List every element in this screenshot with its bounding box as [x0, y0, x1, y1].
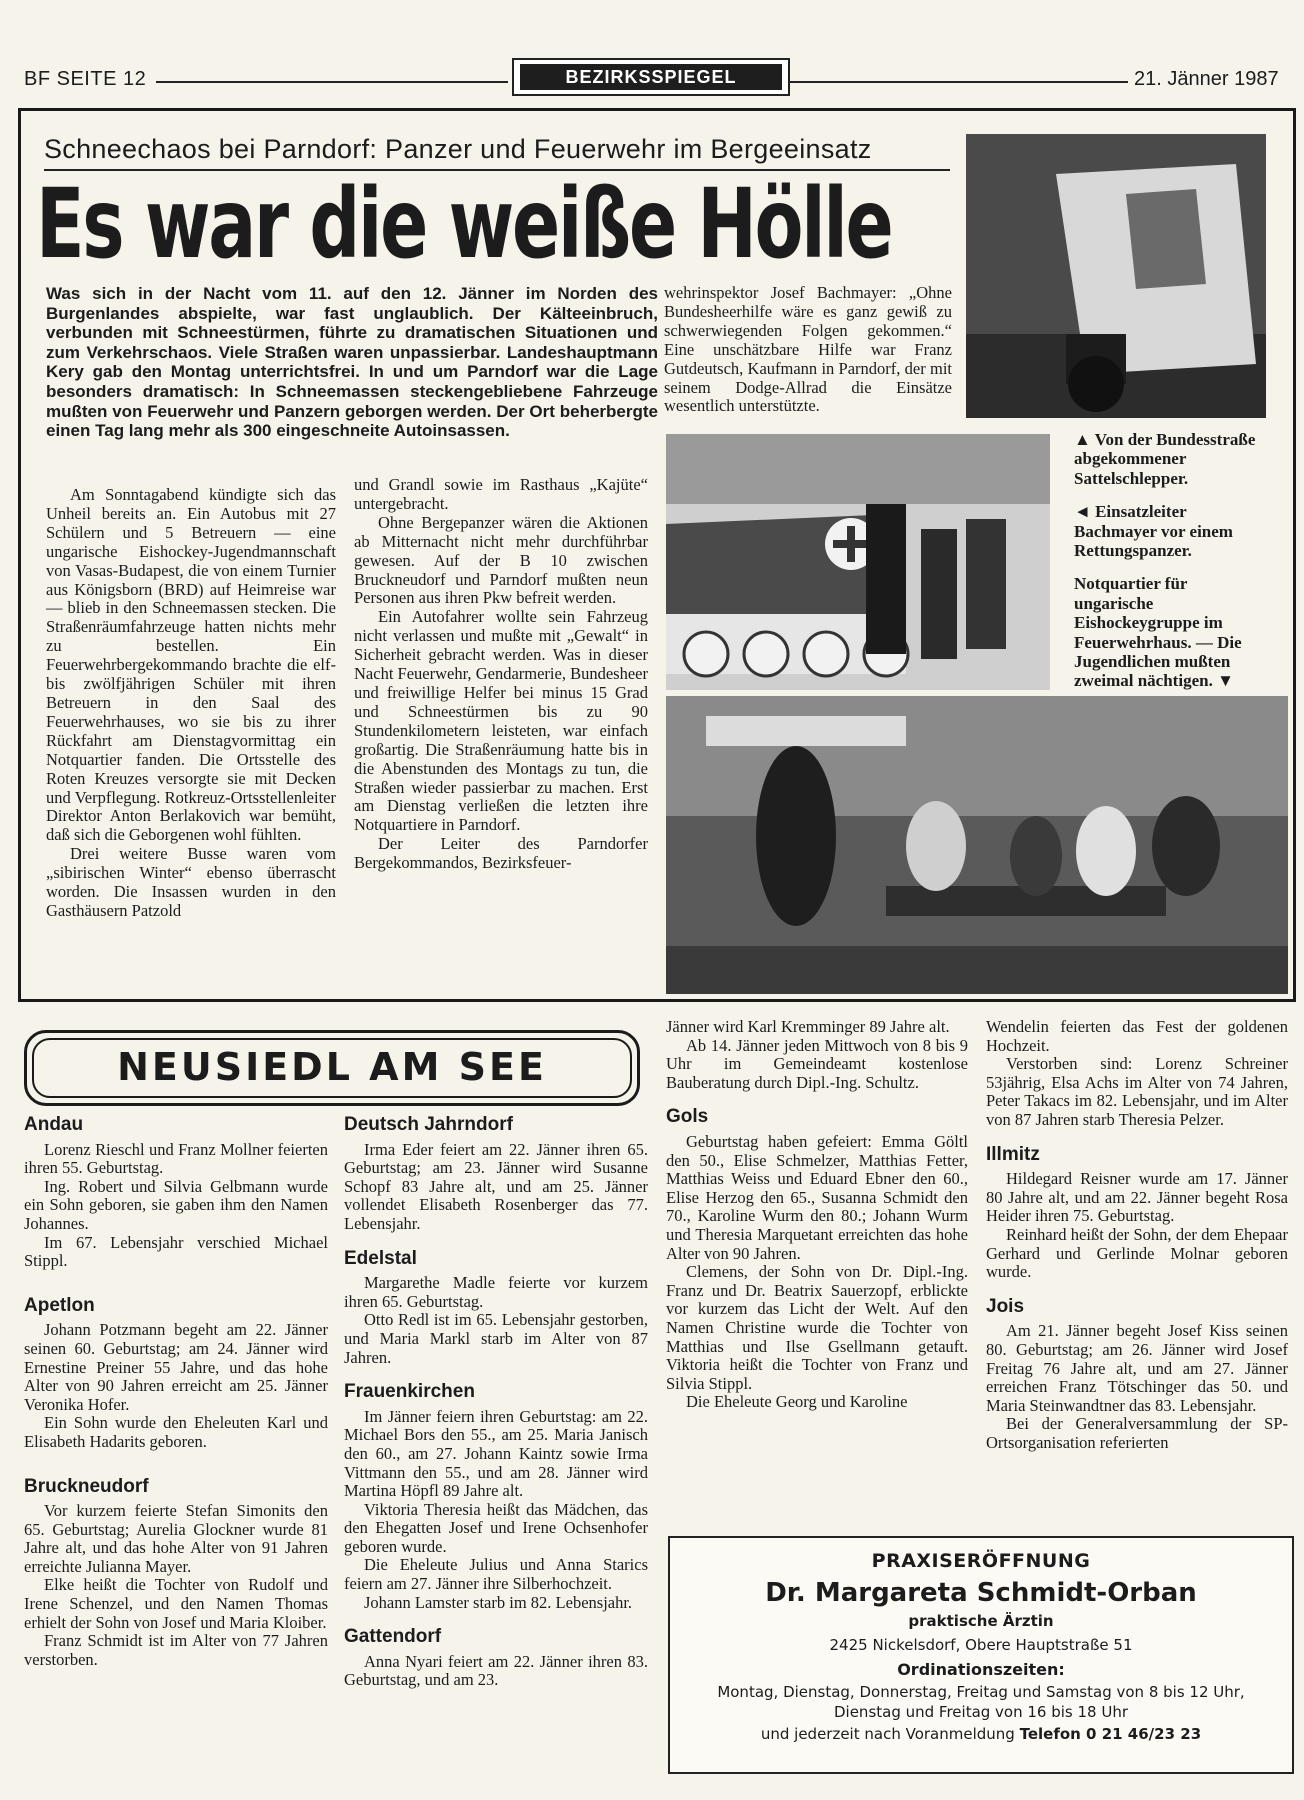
town-heading: Illmitz: [986, 1143, 1040, 1165]
news-column-1: [24, 1116, 328, 1669]
ad-hours-1: Montag, Dienstag, Donnerstag, Freitag und Samstag von 8 bis 12 Uhr,: [717, 1683, 1245, 1701]
news-item: Die Eheleute Georg und Karoline: [686, 1392, 908, 1412]
news-column-4: [986, 1018, 1288, 1452]
story-paragraph: und Grandl sowie im Rasthaus „Kajüte“ untergebracht.: [354, 475, 648, 513]
caption-truck: ▲ Von der Bundesstraße abgekommener Sattelschlepper.: [1074, 430, 1256, 488]
ad-hours-2: Dienstag und Freitag von 16 bis 18 Uhr: [833, 1703, 1129, 1721]
news-item: Hildegard Reisner wurde am 17. Jänner 80 Jahre alt, und am 22. Jänner begeht Rosa Heider ihren 75. Geburtstag.: [986, 1169, 1288, 1226]
header-rule-right: [790, 81, 1128, 83]
photo-tank: [666, 434, 1050, 690]
town-heading: Gols: [666, 1106, 709, 1128]
news-item: Anna Nyari feiert am 22. Jänner ihren 83. Geburtstag, und am 23.: [344, 1651, 648, 1690]
photo-captions: [1074, 430, 1270, 705]
news-item: Jänner wird Karl Kremminger 89 Jahre alt.: [666, 1017, 950, 1036]
town-heading: Edelstal: [344, 1247, 417, 1269]
issue-date: 21. Jänner 1987: [1134, 68, 1279, 90]
story-paragraph: Drei weitere Busse waren vom „sibirischen Winter“ ebenso überrascht worden. Die Insassen wurden in den Gasthäusern Patzold: [46, 844, 336, 920]
story-column-2: [354, 476, 648, 873]
news-item: Otto Redl ist im 65. Lebensjahr gestorben, und Maria Markl starb im Alter von 87 Jahren.: [344, 1310, 648, 1367]
news-item: Ab 14. Jänner jeden Mittwoch von 8 bis 9 Uhr im Gemeindeamt kostenlose Bauberatung durch Dipl.-Ing. Schultz.: [666, 1035, 968, 1092]
ad-hours-3: und jederzeit nach Voranmeldung: [760, 1725, 1015, 1743]
section-banner: [24, 1030, 640, 1106]
caption-tank: ◄ Einsatzleiter Bachmayer vor einem Rettungspanzer.: [1074, 502, 1233, 561]
practice-opening-ad: [668, 1536, 1294, 1774]
news-item: Im Jänner feiern ihren Geburtstag: am 22. Michael Bors den 55., am 25. Maria Janisch den 60., am 27. Johann Kaintz sowie Irma Vittmann den 55., und am 28. Jänner wird Martina Höpfl 89 Jahre alt.: [344, 1406, 648, 1501]
news-item: Franz Schmidt ist im Alter von 77 Jahren verstorben.: [24, 1631, 328, 1669]
news-item: Reinhard heißt der Sohn, der dem Ehepaar Gerhard und Gerlinde Molnar geboren wurde.: [986, 1224, 1288, 1282]
news-item: Am 21. Jänner begeht Josef Kiss seinen 80. Geburtstag; am 26. Jänner wird Josef Freitag 76 Jahre alt, und am 27. Jänner erreichen Franz Tötschinger das 50. und Maria Steinwandtner das 83. Lebensjahr.: [986, 1321, 1288, 1415]
news-column-3: [666, 1018, 968, 1412]
photo-shelter: [666, 696, 1288, 994]
story-lead: Was sich in der Nacht vom 11. auf den 12. Jänner im Norden des Burgenlandes abspielte, war fast unglaublich. Der Kälteeinbruch, verbunden mit Schneestürmen, führte zu dramatischen Situationen und zum Verkehrschaos. Viele Straßen waren unpassierbar. Landeshauptmann Kery gab den Montag unterrichtsfrei. In und um Parndorf war die Lage besonders dramatisch: In Schneemassen steckengebliebene Fahrzeuge mußten von Feuerwehr und Panzern geborgen werden. Der Ort beherbergte einen Tag lang mehr als 300 eingeschneite Autoinsassen.: [46, 284, 658, 441]
photo-truck: [966, 134, 1266, 418]
caption-shelter: Notquartier für ungarische Eishockeygruppe im Feuerwehrhaus. — Die Jugendlichen mußten zweimal nächtigen. ▼: [1074, 574, 1242, 691]
news-item: Verstorben sind: Lorenz Schreiner 53jährig, Elsa Achs im Alter von 74 Jahren, Peter Takacs im 82. Lebensjahr, und im Alter von 87 Jahren starb Theresia Pelzer.: [986, 1054, 1288, 1129]
news-item: Margarethe Madle feierte vor kurzem ihren 65. Geburtstag.: [344, 1273, 648, 1311]
news-item: Im 67. Lebensjahr verschied Michael Stippl.: [24, 1232, 328, 1271]
shelter-photo-illustration: [666, 696, 1288, 994]
ad-doctor-title: praktische Ärztin: [908, 1612, 1054, 1630]
town-heading: Frauenkirchen: [344, 1381, 475, 1403]
town-heading: Deutsch Jahrndorf: [344, 1114, 513, 1135]
story-paragraph: Ohne Bergepanzer wären die Aktionen ab Mitternacht nicht mehr durchführbar gewesen. Auf der B 10 zwischen Bruckneudorf und Parndorf mußten neun Personen aus ihren Pkw befreit werden.: [354, 512, 648, 608]
ad-hours-title: Ordinationszeiten:: [897, 1660, 1065, 1679]
town-heading: Andau: [24, 1114, 84, 1135]
story-paragraph: Am Sonntagabend kündigte sich das Unheil bereits an. Ein Autobus mit 27 Schülern und 5 Betreuern — eine ungarische Eishockey-Jugendmannschaft von Vasas-Budapest, die von einem Turnier aus Königsborn (BRD) auf Heimreise war — blieb in den Schneemassen stecken. Die Straßenräumfahrzeuge hatten nichts mehr zu bestellen. Ein Feuerwehrbergekommando brachte die elf- bis zwölfjährigen Schüler mit ihren Betreuern in den Saal des Feuerwehrhauses, wo sie bis zu ihrer Rückfahrt am Dienstagvormittag ein Notquartier fanden. Die Ortsstelle des Roten Kreuzes versorgte sie mit Decken und Verpflegung. Rotkreuz-Ortsstellenleiter Direktor Anton Berlakovich war bemüht, daß sich die Geborgenen wohl fühlten.: [46, 485, 336, 845]
news-item: Geburtstag haben gefeiert: Emma Göltl den 50., Elise Schmelzer, Matthias Fetter, Matthias Weiss und Eduard Ebner den 60., Elise Herzog den 65., Susanna Schmidt den 70., Karoline Wurm den 80.; Johann Wurm und Theresia Marquetant erreichten das hohe Alter von 90 Jahren.: [666, 1131, 968, 1263]
story-paragraph: Der Leiter des Parndorfer Bergekommandos, Bezirksfeuer-: [354, 834, 648, 873]
ad-doctor-name: Dr. Margareta Schmidt-Orban: [765, 1578, 1197, 1608]
news-item: Die Eheleute Julius und Anna Starics feiern am 27. Jänner ihre Silberhochzeit.: [344, 1555, 648, 1594]
news-item: Vor kurzem feierte Stefan Simonits den 65. Geburtstag; Aurelia Glockner wurde 81 Jahre alt, und das hohe Alter von 91 Jahren erreichte Julianna Mayer.: [24, 1501, 328, 1576]
news-item: Bei der Generalversammlung der SP-Ortsorganisation referierten: [986, 1414, 1288, 1452]
story-paragraph: Ein Autofahrer wollte sein Fahrzeug nicht verlassen und mußte mit „Gewalt“ in Sicherheit gebracht werden. Was in dieser Nacht Feuerwehr, Gendarmerie, Bundesheer und freiwillige Helfer bei minus 15 Grad und Schneestürmen bis zu 90 Stundenkilometern leisteten, war einfach großartig. Die Straßenräumung hatte bis in die Abenstunden des Montags zu tun, die Straßen wieder passierbar zu machen. Erst am Dienstag verließen die letzten ihre Notquartiere in Parndorf.: [354, 607, 648, 835]
news-item: Wendelin feierten das Fest der goldenen Hochzeit.: [986, 1017, 1288, 1055]
town-heading: Apetlon: [24, 1294, 95, 1316]
news-item: Viktoria Theresia heißt das Mädchen, das den Ehegatten Josef und Irene Ochsenhofer geboren wurde.: [344, 1499, 648, 1556]
ad-contact: [670, 1725, 1292, 1743]
ad-heading: PRAXISERÖFFNUNG: [871, 1550, 1091, 1572]
ad-address: 2425 Nickelsdorf, Obere Hauptstraße 51: [829, 1636, 1133, 1654]
page-folio: BF SEITE 12: [24, 68, 147, 90]
story-paragraph: wehrinspektor Josef Bachmayer: „Ohne Bundesheerhilfe wäre es ganz gewiß zu schwerwiegenden Folgen gekommen.“ Eine unschätzbare Hilfe war Franz Gutdeutsch, Kaufmann in Parndorf, der mit seinem Dodge-Allrad die Einsätze wesentlich unterstützte.: [664, 283, 952, 416]
story-column-3: [664, 284, 952, 416]
tank-photo-illustration: [666, 434, 1050, 690]
news-item: Elke heißt die Tochter von Rudolf und Irene Schenzel, und den Namen Thomas erhielt der Sohn von Josef und Maria Kloiber.: [24, 1575, 328, 1632]
news-item: Irma Eder feiert am 22. Jänner ihren 65. Geburtstag; am 23. Jänner wird Susanne Schopf 83 Jahre alt, und am 25. Jänner vollendet Elisabeth Rosenberger das 77. Lebensjahr.: [344, 1139, 648, 1233]
section-title: BEZIRKSSPIEGEL: [520, 64, 782, 90]
news-item: Ein Sohn wurde den Eheleuten Karl und Elisabeth Hadarits geboren.: [24, 1413, 328, 1451]
truck-photo-illustration: [966, 134, 1266, 418]
story-kicker: Schneechaos bei Parndorf: Panzer und Feuerwehr im Bergeeinsatz: [44, 134, 950, 171]
news-item: Ing. Robert und Silvia Gelbmann wurde ein Sohn geboren, sie gaben ihm den Namen Johannes.: [24, 1176, 328, 1233]
town-heading: Gattendorf: [344, 1626, 442, 1648]
news-item: Johann Potzmann begeht am 22. Jänner seinen 60. Geburtstag; am 24. Jänner wird Ernestine Preiner 55 Jahre, und das hohe Alter von 90 Jahren erreicht am 25. Jänner Veronika Hofer.: [24, 1320, 328, 1414]
header-rule-left: [156, 81, 508, 83]
news-item: Johann Lamster starb im 82. Lebensjahr.: [364, 1592, 633, 1612]
town-heading: Jois: [986, 1295, 1025, 1317]
section-banner-title: NEUSIEDL AM SEE: [32, 1038, 632, 1098]
news-column-2: [344, 1116, 648, 1690]
section-badge: [512, 58, 790, 96]
story-column-1: [46, 486, 336, 921]
ad-phone: Telefon 0 21 46/23 23: [1019, 1725, 1202, 1743]
news-item: Lorenz Rieschl und Franz Mollner feierten ihren 55. Geburtstag.: [24, 1139, 328, 1178]
news-item: Clemens, der Sohn von Dr. Dipl.-Ing. Franz und Dr. Beatrix Sauerzopf, erblickte vor kurzem das Licht der Welt. Auf den Namen Christine wurde die Tochter von Matthias und Ilse Gsellmann getauft. Viktoria heißt die Tochter von Franz und Silvia Stippl.: [666, 1262, 968, 1393]
story-headline: Es war die weiße Hölle: [36, 168, 892, 280]
town-heading: Bruckneudorf: [24, 1475, 149, 1497]
